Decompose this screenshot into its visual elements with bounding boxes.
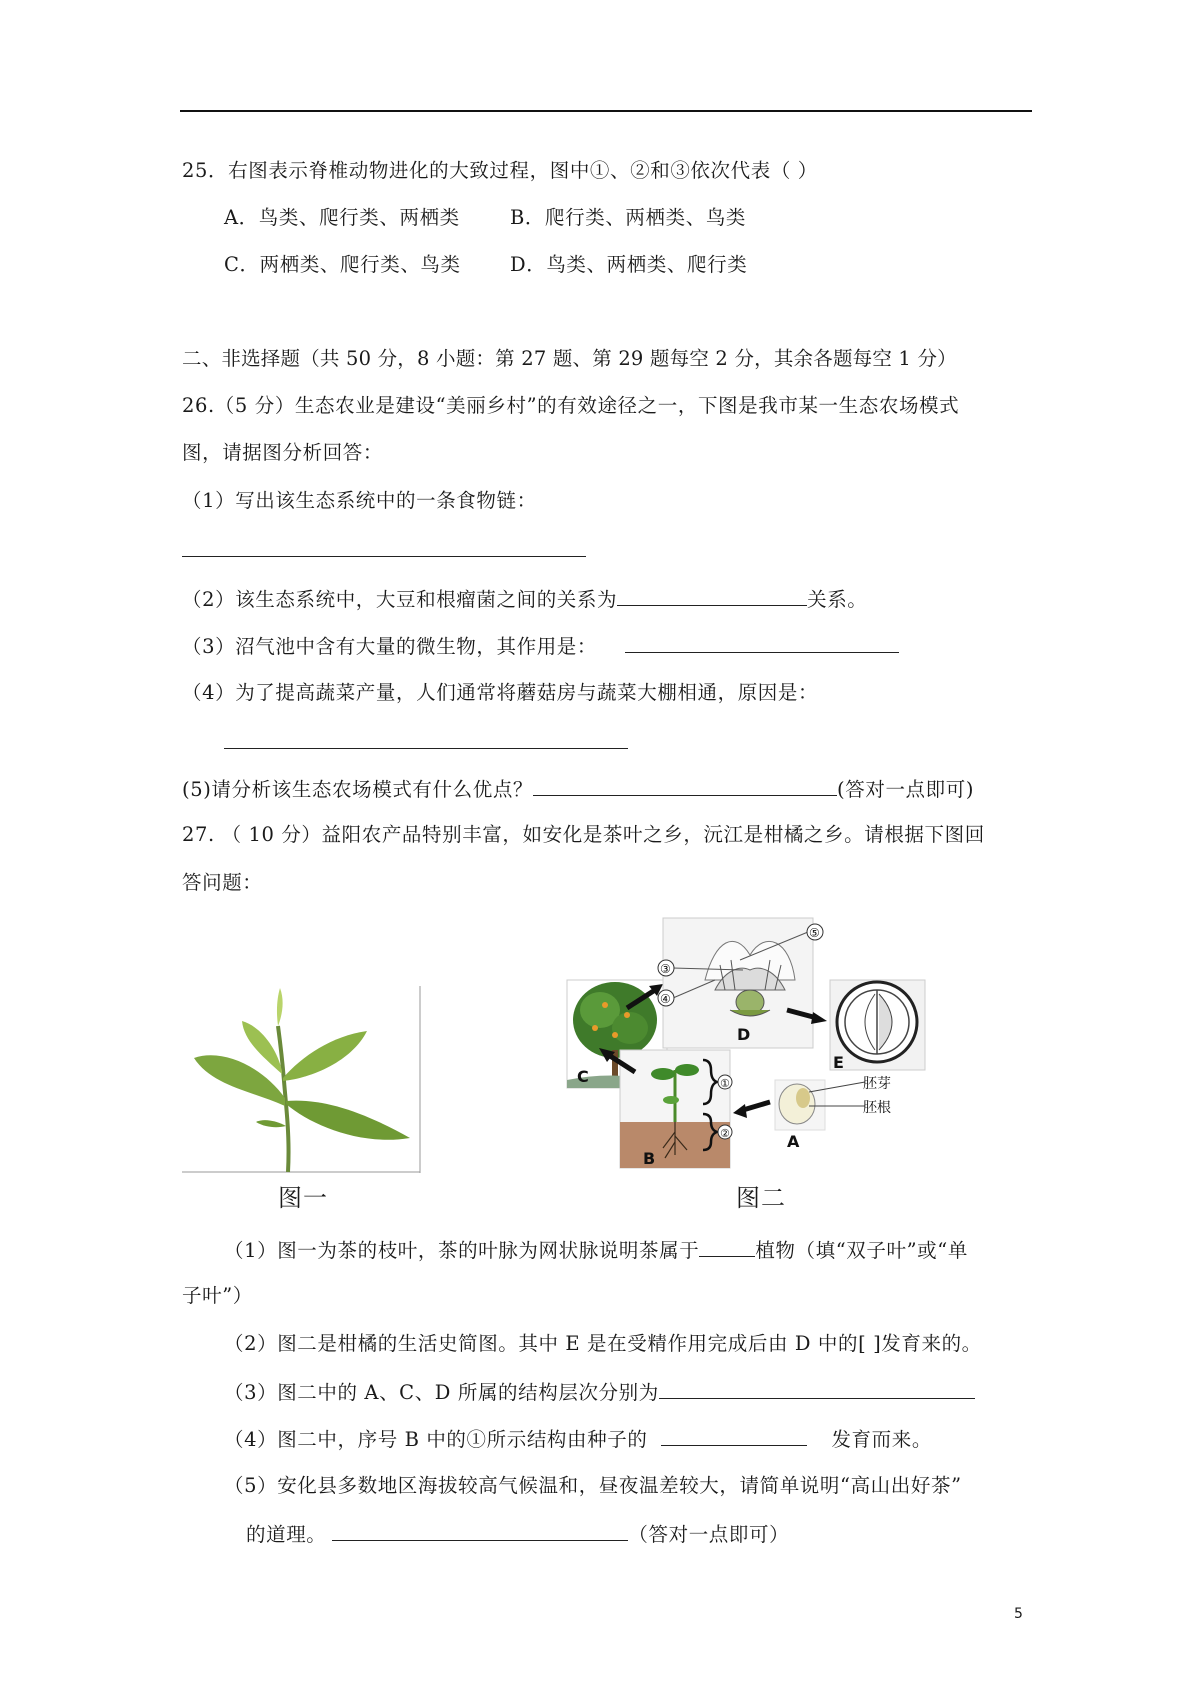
q26-part2-suffix: 关系。	[807, 588, 868, 611]
q27-part4-blank[interactable]	[661, 1425, 807, 1446]
q27-part3	[224, 1378, 975, 1406]
label-peiya: 胚芽	[863, 1076, 891, 1092]
q26-part4-blank[interactable]	[224, 748, 628, 749]
q27-part4-text: （4）图二中，序号 B 中的①所示结构由种子的	[224, 1428, 648, 1451]
stage-d-flower	[658, 918, 823, 1048]
q26-part2	[182, 585, 867, 613]
q27-part1-suffix: 植物（填“双子叶”或“单	[755, 1239, 968, 1262]
svg-text:③: ③	[660, 962, 671, 976]
q26-part5-text: (5)请分析该生态农场模式有什么优点？	[182, 778, 534, 801]
q26-part3-text: （3）沼气池中含有大量的微生物，其作用是：	[182, 635, 598, 658]
q27-intro-line1: 27. （ 10 分）益阳农产品特别丰富，如安化是茶叶之乡，沅江是柑橘之乡。请根据下图回	[182, 823, 985, 846]
label-peigen: 胚根	[863, 1100, 891, 1116]
q26-intro-line2: 图，请据图分析回答：	[182, 441, 384, 464]
q27-part1-line2: 子叶”）	[182, 1284, 253, 1307]
q26-part4: （4）为了提高蔬菜产量，人们通常将蘑菇房与蔬菜大棚相通，原因是：	[182, 681, 819, 704]
q26-part1: （1）写出该生态系统中的一条食物链：	[182, 489, 537, 512]
label-a: A	[787, 1132, 800, 1151]
stage-e-fruit	[830, 980, 925, 1072]
q25-option-b: B．爬行类、两栖类、鸟类	[510, 206, 747, 229]
q27-part4	[224, 1425, 932, 1453]
label-c: C	[577, 1067, 589, 1086]
svg-text:④: ④	[660, 992, 671, 1006]
label-b: B	[643, 1149, 656, 1168]
svg-text:①: ①	[720, 1077, 730, 1090]
header-rule	[180, 110, 1032, 112]
q26-part3-blank[interactable]	[625, 632, 899, 653]
q27-part1-blank[interactable]	[699, 1236, 755, 1257]
q26-part1-blank[interactable]	[182, 556, 586, 557]
svg-text:②: ②	[720, 1127, 730, 1140]
figure-2-citrus-life-cycle	[565, 910, 1005, 1170]
q26-part5-blank[interactable]	[533, 775, 837, 796]
svg-text:⑤: ⑤	[809, 926, 820, 940]
q25-option-a: A．鸟类、爬行类、两栖类	[224, 206, 460, 229]
page-number: 5	[1014, 1606, 1023, 1622]
section-heading: 二、非选择题（共 50 分，8 小题：第 27 题、第 29 题每空 2 分，其余各题每空 1 分）	[182, 347, 957, 370]
figure-2-caption: 图二	[736, 1184, 786, 1212]
q27-part3-text: （3）图二中的 A、C、D 所属的结构层次分别为	[224, 1381, 659, 1404]
q27-part1-text: （1）图一为茶的枝叶，茶的叶脉为网状脉说明茶属于	[224, 1239, 700, 1262]
q27-part5-text: 的道理。	[246, 1523, 327, 1546]
q27-part5-blank[interactable]	[332, 1520, 628, 1541]
q26-part3	[182, 632, 899, 660]
tea-leaves-image	[182, 986, 422, 1173]
q27-part5-suffix: （答对一点即可）	[628, 1523, 790, 1546]
stage-a-seed	[775, 1076, 891, 1151]
q27-part5-line1: （5）安化县多数地区海拔较高气候温和，昼夜温差较大，请简单说明“高山出好茶”	[224, 1474, 962, 1497]
q27-part2: （2）图二是柑橘的生活史简图。其中 E 是在受精作用完成后由 D 中的[ ]发育来的。	[224, 1332, 982, 1355]
figure-1-tea-leaves	[182, 986, 422, 1173]
q26-intro-line1: 26.（5 分）生态农业是建设“美丽乡村”的有效途径之一，下图是我市某一生态农场模式	[182, 394, 960, 417]
q26-part2-blank[interactable]	[617, 585, 807, 606]
q25-option-c: C．两栖类、爬行类、鸟类	[224, 253, 461, 276]
label-d: D	[737, 1025, 751, 1044]
q27-part5	[246, 1520, 789, 1548]
q26-part5	[182, 775, 974, 803]
q27-intro-line2: 答问题：	[182, 871, 263, 894]
q26-part5-suffix: (答对一点即可)	[837, 778, 975, 801]
label-e: E	[833, 1053, 844, 1072]
stage-b-seedling	[620, 1050, 732, 1168]
q25-option-d: D．鸟类、两栖类、爬行类	[510, 253, 748, 276]
life-cycle-diagram	[565, 910, 1005, 1170]
q26-part2-text: （2）该生态系统中，大豆和根瘤菌之间的关系为	[182, 588, 618, 611]
q27-part4-suffix: 发育而来。	[831, 1428, 932, 1451]
q27-part1	[224, 1236, 968, 1264]
q25-stem: 25．右图表示脊椎动物进化的大致过程，图中①、②和③依次代表（ ）	[182, 159, 818, 182]
q27-part3-blank[interactable]	[659, 1378, 975, 1399]
figure-1-caption: 图一	[278, 1184, 328, 1212]
